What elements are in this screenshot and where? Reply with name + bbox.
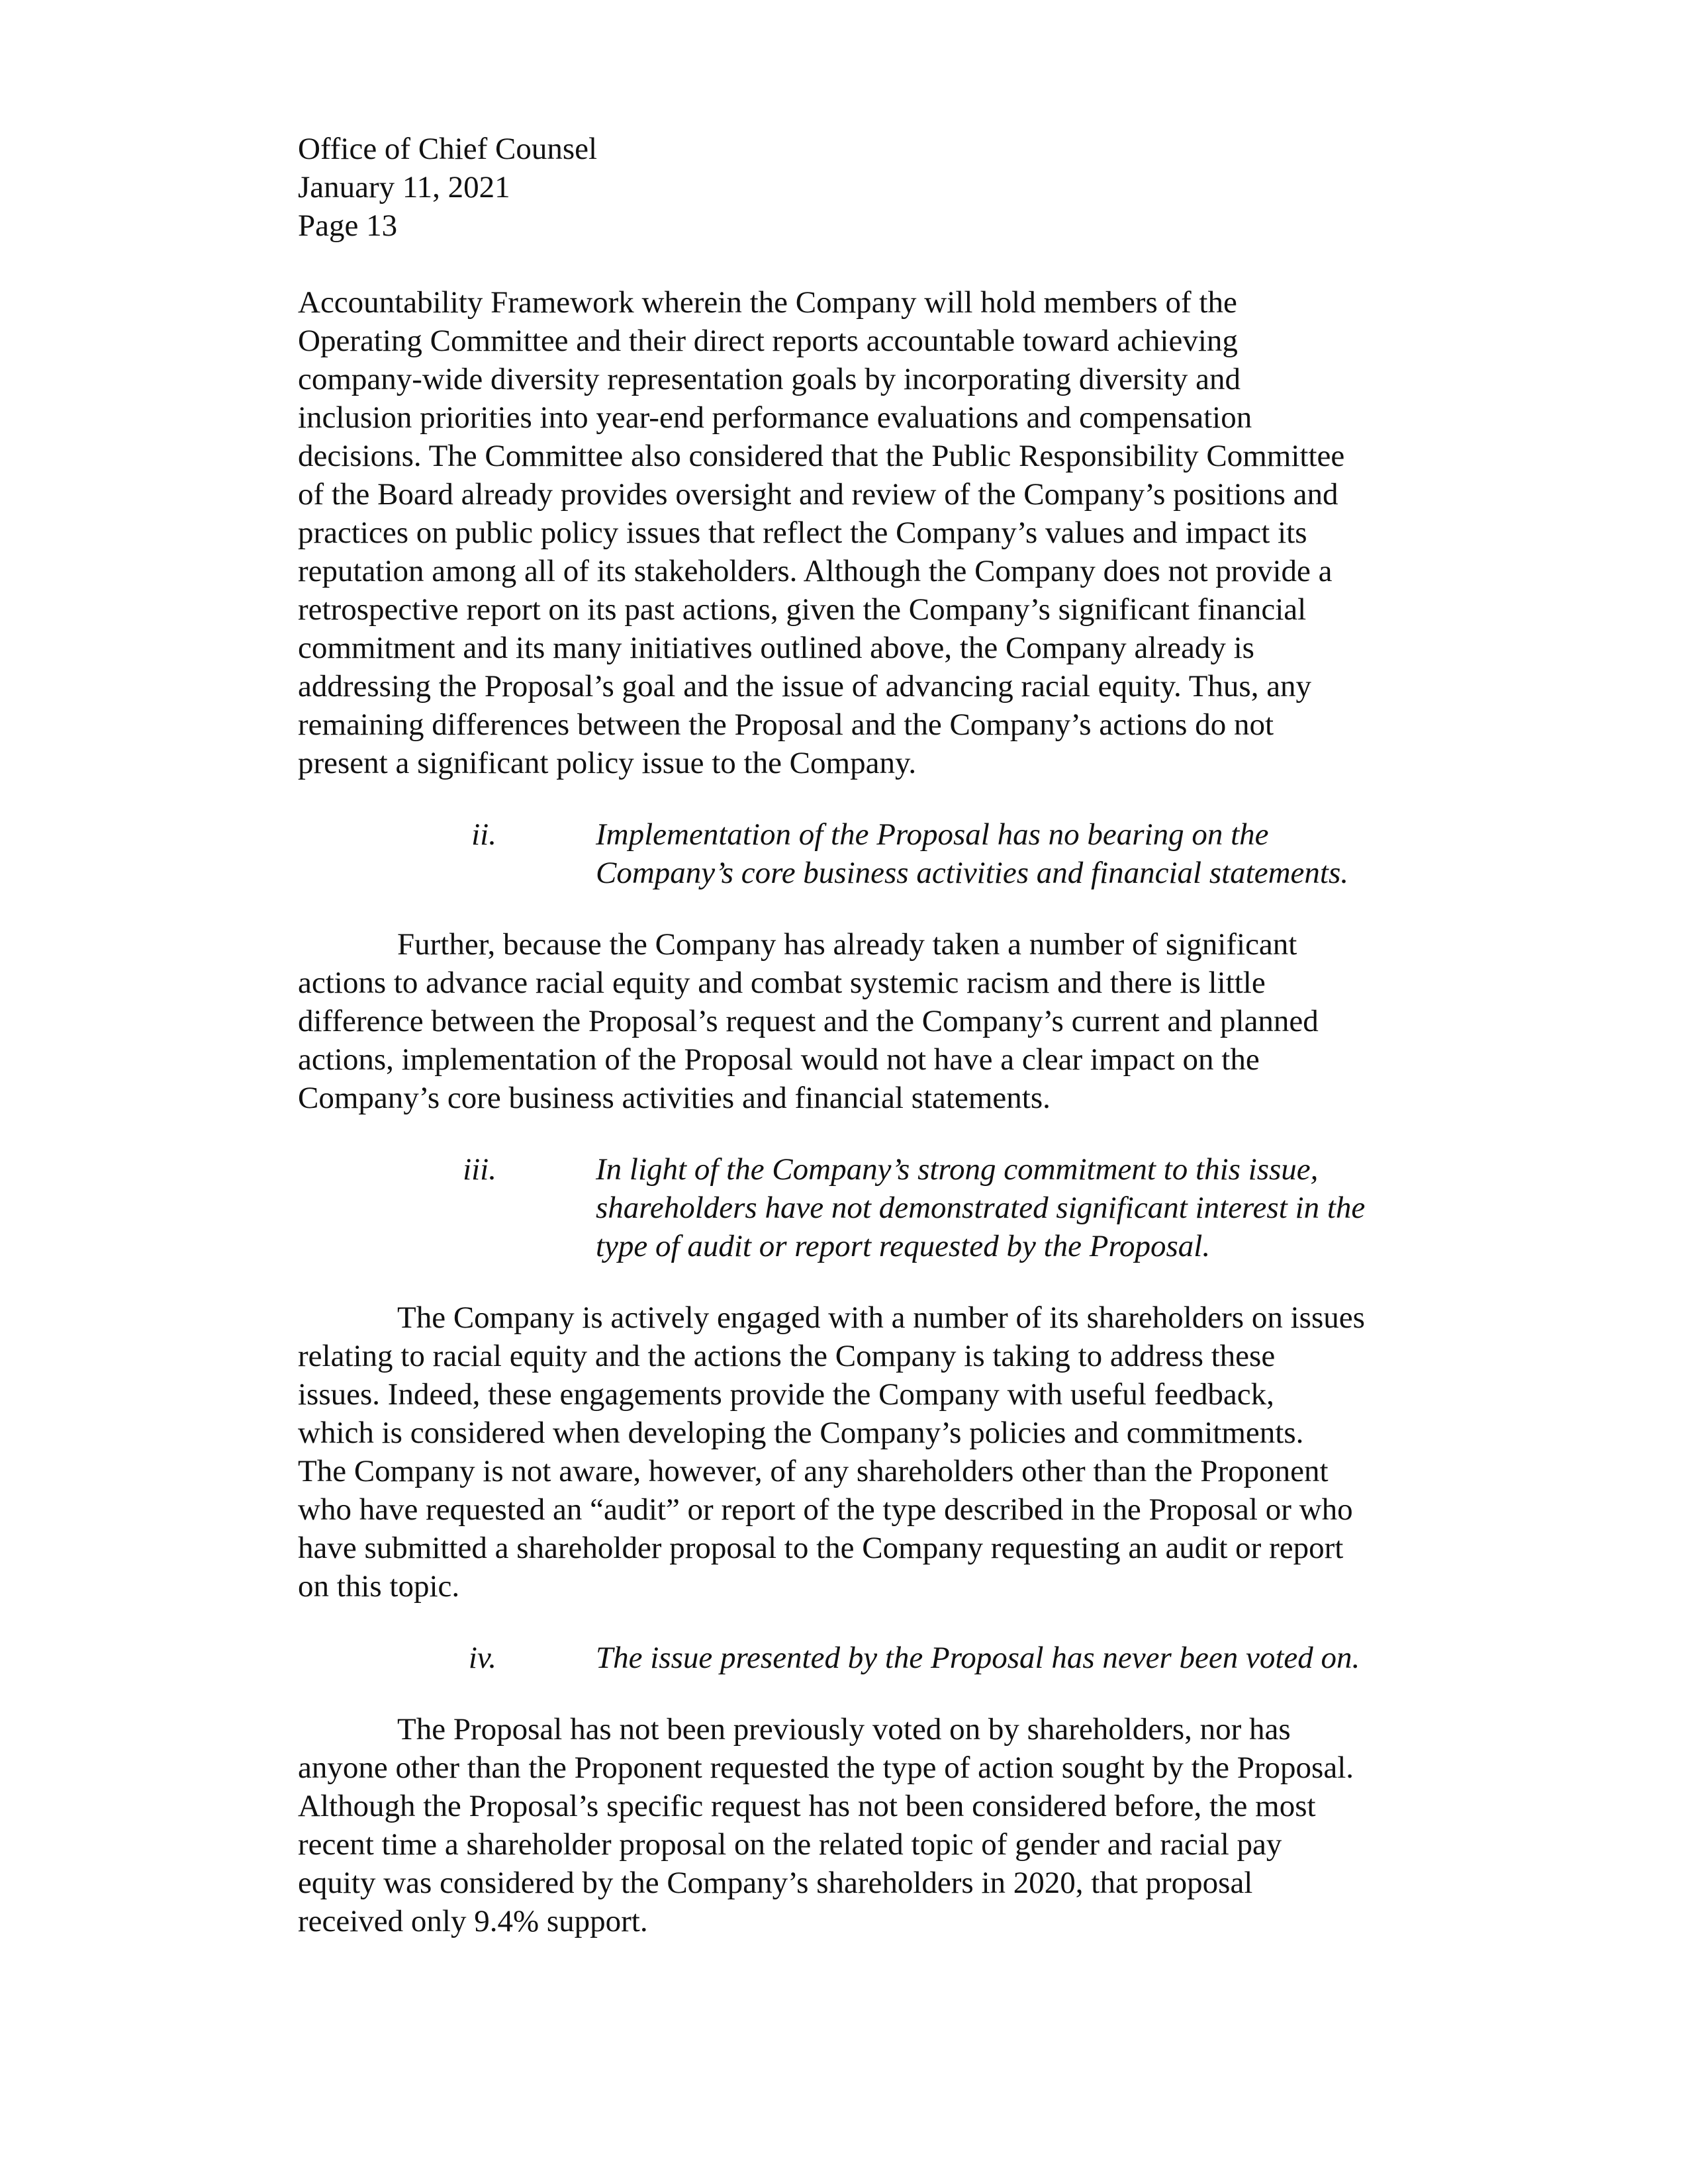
text-line: which is considered when developing the Company’s policies and commitments. bbox=[298, 1416, 1304, 1450]
text-line: received only 9.4% support. bbox=[298, 1904, 648, 1938]
text-line: who have requested an “audit” or report of the type described in the Proposal or who bbox=[298, 1492, 1353, 1527]
paragraph-never-voted bbox=[298, 1710, 1436, 1940]
heading-line: Implementation of the Proposal has no bearing on the bbox=[596, 817, 1269, 852]
text-line: recent time a shareholder proposal on the related topic of gender and racial pay bbox=[298, 1827, 1282, 1862]
text-line: anyone other than the Proponent requested the type of action sought by the Proposal. bbox=[298, 1751, 1354, 1785]
heading-line: The issue presented by the Proposal has never been voted on. bbox=[596, 1641, 1360, 1675]
text-line: relating to racial equity and the actions the Company is taking to address these bbox=[298, 1339, 1276, 1373]
heading-text bbox=[596, 815, 1436, 892]
heading-line: In light of the Company’s strong commitment to this issue, bbox=[596, 1152, 1319, 1187]
text-line: retrospective report on its past actions, given the Company’s significant financial bbox=[298, 592, 1307, 627]
text-line: remaining differences between the Proposal and the Company’s actions do not bbox=[298, 707, 1274, 742]
heading-line: type of audit or report requested by the Proposal. bbox=[596, 1229, 1211, 1263]
heading-number: ii. bbox=[471, 817, 496, 852]
header-recipient: Office of Chief Counsel bbox=[298, 132, 598, 166]
text-line: The Company is actively engaged with a number of its shareholders on issues bbox=[397, 1300, 1365, 1335]
heading-number: iii. bbox=[463, 1152, 496, 1187]
text-line: Further, because the Company has already taken a number of significant bbox=[397, 927, 1297, 962]
heading-line: Company’s core business activities and financial statements. bbox=[596, 856, 1349, 890]
text-line: present a significant policy issue to the Company. bbox=[298, 746, 917, 780]
text-line: equity was considered by the Company’s shareholders in 2020, that proposal bbox=[298, 1866, 1253, 1900]
paragraph-accountability bbox=[298, 283, 1436, 782]
text-line: decisions. The Committee also considered that the Public Responsibility Committee bbox=[298, 439, 1345, 473]
text-line: Company’s core business activities and financial statements. bbox=[298, 1081, 1051, 1115]
header-page-number: Page 13 bbox=[298, 208, 398, 243]
text-line: difference between the Proposal’s request and the Company’s current and planned bbox=[298, 1004, 1319, 1038]
text-line: The Company is not aware, however, of any shareholders other than the Proponent bbox=[298, 1454, 1329, 1488]
text-line: Operating Committee and their direct reports accountable toward achieving bbox=[298, 324, 1238, 358]
text-line: actions, implementation of the Proposal would not have a clear impact on the bbox=[298, 1042, 1260, 1077]
text-line: commitment and its many initiatives outlined above, the Company already is bbox=[298, 631, 1254, 665]
text-line: Although the Proposal’s specific request has not been considered before, the most bbox=[298, 1789, 1316, 1823]
heading-text bbox=[596, 1639, 1436, 1677]
text-line: actions to advance racial equity and combat systemic racism and there is little bbox=[298, 966, 1266, 1000]
text-line: Accountability Framework wherein the Company will hold members of the bbox=[298, 285, 1237, 320]
paragraph-core-business bbox=[298, 925, 1436, 1117]
letter-header bbox=[298, 130, 1436, 245]
text-line: inclusion priorities into year-end performance evaluations and compensation bbox=[298, 400, 1252, 435]
section-heading-ii bbox=[298, 815, 1436, 892]
heading-number: iv. bbox=[468, 1641, 496, 1675]
section-heading-iv bbox=[298, 1639, 1436, 1677]
section-heading-iii bbox=[298, 1150, 1436, 1265]
text-line: of the Board already provides oversight and review of the Company’s positions and bbox=[298, 477, 1338, 512]
text-line: addressing the Proposal’s goal and the issue of advancing racial equity. Thus, any bbox=[298, 669, 1312, 704]
text-line: The Proposal has not been previously voted on by shareholders, nor has bbox=[397, 1712, 1291, 1747]
heading-line: shareholders have not demonstrated significant interest in the bbox=[596, 1191, 1366, 1225]
text-line: on this topic. bbox=[298, 1569, 460, 1604]
text-line: company-wide diversity representation goals by incorporating diversity and bbox=[298, 362, 1241, 396]
text-line: reputation among all of its stakeholders. Although the Company does not provide a bbox=[298, 554, 1333, 588]
paragraph-shareholder-engagement bbox=[298, 1298, 1436, 1606]
text-line: practices on public policy issues that reflect the Company’s values and impact its bbox=[298, 516, 1307, 550]
header-date: January 11, 2021 bbox=[298, 170, 510, 205]
text-line: issues. Indeed, these engagements provide the Company with useful feedback, bbox=[298, 1377, 1274, 1412]
page-content bbox=[298, 130, 1436, 1974]
heading-text bbox=[596, 1150, 1436, 1265]
text-line: have submitted a shareholder proposal to the Company requesting an audit or report bbox=[298, 1531, 1344, 1565]
